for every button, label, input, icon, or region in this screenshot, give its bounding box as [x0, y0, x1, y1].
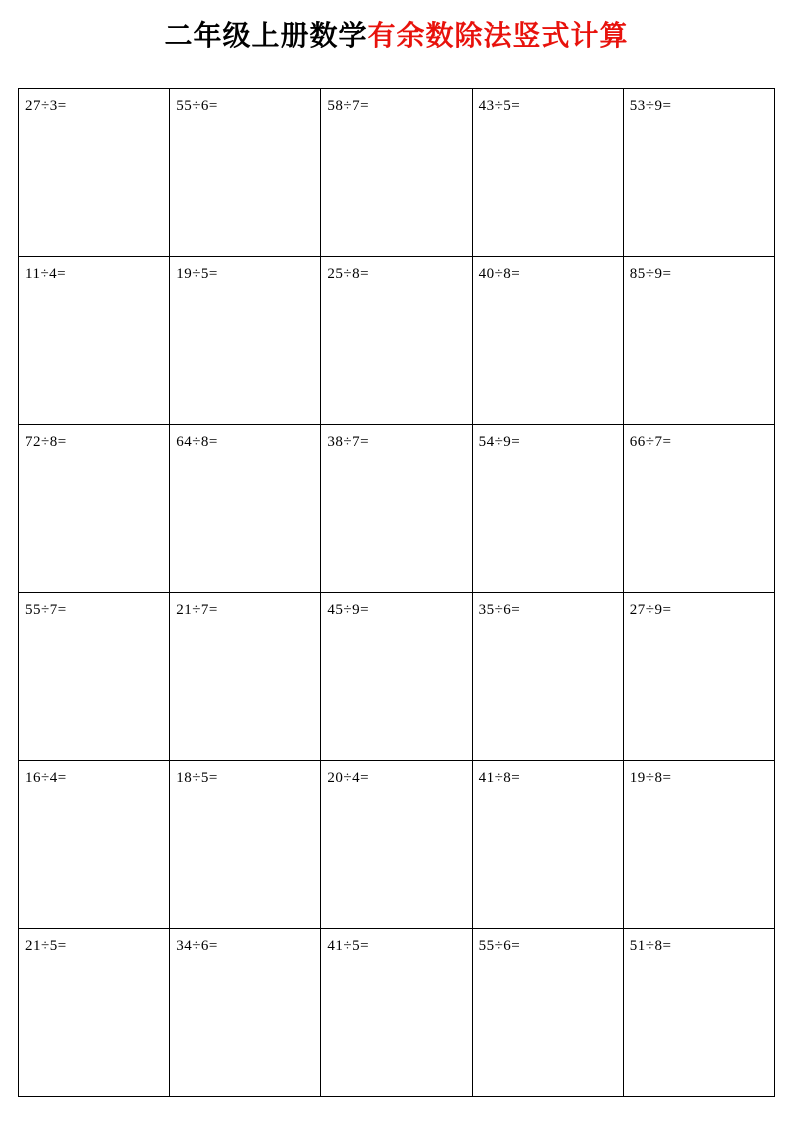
problem-cell[interactable] — [472, 593, 623, 761]
problem-cell-inner — [321, 593, 471, 760]
problem-cell-inner — [473, 257, 623, 424]
problem-cell[interactable] — [321, 929, 472, 1097]
answer-workspace[interactable] — [479, 955, 623, 1087]
problem-cell-inner — [473, 425, 623, 592]
problem-cell[interactable] — [19, 257, 170, 425]
table-row — [19, 425, 775, 593]
table-row — [19, 257, 775, 425]
answer-workspace[interactable] — [479, 451, 623, 583]
problem-cell-inner — [170, 89, 320, 256]
problem-expression: 20÷4= — [327, 770, 370, 786]
problem-cell[interactable] — [170, 929, 321, 1097]
answer-workspace[interactable] — [176, 451, 320, 583]
problem-cell-inner — [321, 761, 471, 928]
answer-workspace[interactable] — [327, 787, 471, 919]
problem-expression: 40÷8= — [478, 266, 521, 282]
answer-workspace[interactable] — [25, 955, 169, 1087]
problem-expression: 66÷7= — [629, 434, 672, 450]
page-title — [0, 16, 793, 56]
answer-workspace[interactable] — [479, 619, 623, 751]
problem-expression: 85÷9= — [629, 266, 672, 282]
answer-workspace[interactable] — [25, 619, 169, 751]
problem-expression: 19÷5= — [176, 266, 218, 282]
problem-expression: 18÷5= — [176, 770, 218, 786]
answer-workspace[interactable] — [327, 619, 471, 751]
problem-expression: 64÷8= — [176, 434, 218, 450]
answer-workspace[interactable] — [630, 955, 774, 1087]
problem-expression: 27÷9= — [629, 602, 672, 618]
problem-expression: 51÷8= — [629, 938, 672, 954]
problem-cell[interactable] — [623, 257, 774, 425]
answer-workspace[interactable] — [327, 955, 471, 1087]
problem-cell-inner — [170, 761, 320, 928]
problem-cell[interactable] — [472, 929, 623, 1097]
problem-cell[interactable] — [19, 425, 170, 593]
problem-cell[interactable] — [170, 257, 321, 425]
problem-cell-inner — [473, 593, 623, 760]
answer-workspace[interactable] — [25, 451, 169, 583]
answer-workspace[interactable] — [327, 283, 471, 415]
problem-expression: 54÷9= — [478, 434, 521, 450]
problem-expression: 72÷8= — [25, 434, 67, 450]
answer-workspace[interactable] — [25, 787, 169, 919]
problem-cell-inner — [170, 425, 320, 592]
answer-workspace[interactable] — [176, 955, 320, 1087]
problem-cell[interactable] — [170, 593, 321, 761]
problem-cell-inner — [19, 761, 169, 928]
problem-expression: 45÷9= — [327, 602, 370, 618]
problem-cell[interactable] — [472, 761, 623, 929]
problem-expression: 41÷5= — [327, 938, 370, 954]
problem-cell-inner — [473, 89, 623, 256]
problem-cell-inner — [19, 425, 169, 592]
problem-cell[interactable] — [623, 425, 774, 593]
problem-cell-inner — [321, 89, 471, 256]
problem-expression: 16÷4= — [25, 770, 67, 786]
problem-cell-inner — [170, 929, 320, 1096]
problem-cell[interactable] — [19, 89, 170, 257]
problem-cell[interactable] — [623, 89, 774, 257]
problem-expression: 34÷6= — [176, 938, 218, 954]
problem-cell[interactable] — [321, 593, 472, 761]
answer-workspace[interactable] — [630, 787, 774, 919]
problem-cell-inner — [473, 761, 623, 928]
problem-expression: 38÷7= — [327, 434, 370, 450]
problem-cell[interactable] — [321, 89, 472, 257]
problem-expression: 55÷6= — [176, 98, 218, 114]
problem-cell-inner — [321, 425, 471, 592]
problem-cell[interactable] — [170, 89, 321, 257]
problem-expression: 25÷8= — [327, 266, 370, 282]
answer-workspace[interactable] — [327, 115, 471, 247]
answer-workspace[interactable] — [25, 115, 169, 247]
problem-cell-inner — [170, 257, 320, 424]
problem-cell[interactable] — [321, 257, 472, 425]
table-row — [19, 593, 775, 761]
problem-cell[interactable] — [623, 761, 774, 929]
answer-workspace[interactable] — [479, 787, 623, 919]
problem-expression: 11÷4= — [25, 266, 67, 282]
problems-grid — [18, 88, 775, 1097]
problem-cell[interactable] — [19, 593, 170, 761]
problem-cell-inner — [321, 257, 471, 424]
page-title-black: 二年级上册数学 — [164, 20, 368, 51]
problem-cell-inner — [19, 257, 169, 424]
table-row — [19, 89, 775, 257]
problem-cell[interactable] — [170, 761, 321, 929]
problem-expression: 21÷7= — [176, 602, 218, 618]
problem-cell-inner — [624, 593, 774, 760]
problem-expression: 58÷7= — [327, 98, 370, 114]
problem-expression: 55÷7= — [25, 602, 67, 618]
answer-workspace[interactable] — [630, 451, 774, 583]
problem-expression: 35÷6= — [478, 602, 521, 618]
problem-cell[interactable] — [472, 425, 623, 593]
table-row — [19, 761, 775, 929]
problem-expression: 55÷6= — [478, 938, 521, 954]
worksheet-page — [0, 16, 793, 1138]
answer-workspace[interactable] — [176, 283, 320, 415]
problem-cell-inner — [624, 425, 774, 592]
problem-cell[interactable] — [623, 929, 774, 1097]
problem-expression: 27÷3= — [25, 98, 67, 114]
answer-workspace[interactable] — [630, 115, 774, 247]
problem-cell-inner — [624, 257, 774, 424]
problem-cell-inner — [19, 593, 169, 760]
problem-expression: 19÷8= — [629, 770, 672, 786]
problem-cell[interactable] — [623, 593, 774, 761]
answer-workspace[interactable] — [25, 283, 169, 415]
problem-expression: 21÷5= — [25, 938, 67, 954]
problem-cell[interactable] — [19, 761, 170, 929]
problem-cell-inner — [321, 929, 471, 1096]
answer-workspace[interactable] — [327, 451, 471, 583]
problem-expression: 53÷9= — [629, 98, 672, 114]
problem-cell-inner — [624, 89, 774, 256]
problem-cell-inner — [19, 929, 169, 1096]
problem-cell-inner — [170, 593, 320, 760]
problem-cell-inner — [473, 929, 623, 1096]
answer-workspace[interactable] — [176, 115, 320, 247]
problem-cell[interactable] — [472, 89, 623, 257]
problem-cell[interactable] — [321, 425, 472, 593]
table-row — [19, 929, 775, 1097]
problem-cell-inner — [624, 761, 774, 928]
problem-cell[interactable] — [472, 257, 623, 425]
problem-expression: 41÷8= — [478, 770, 521, 786]
answer-workspace[interactable] — [176, 787, 320, 919]
page-title-red: 有余数除法竖式计算 — [367, 20, 629, 51]
problem-cell[interactable] — [19, 929, 170, 1097]
problem-cell[interactable] — [321, 761, 472, 929]
problem-cell[interactable] — [170, 425, 321, 593]
answer-workspace[interactable] — [630, 283, 774, 415]
answer-workspace[interactable] — [479, 283, 623, 415]
answer-workspace[interactable] — [176, 619, 320, 751]
problem-cell-inner — [19, 89, 169, 256]
problem-cell-inner — [624, 929, 774, 1096]
answer-workspace[interactable] — [630, 619, 774, 751]
problem-expression: 43÷5= — [478, 98, 521, 114]
answer-workspace[interactable] — [479, 115, 623, 247]
